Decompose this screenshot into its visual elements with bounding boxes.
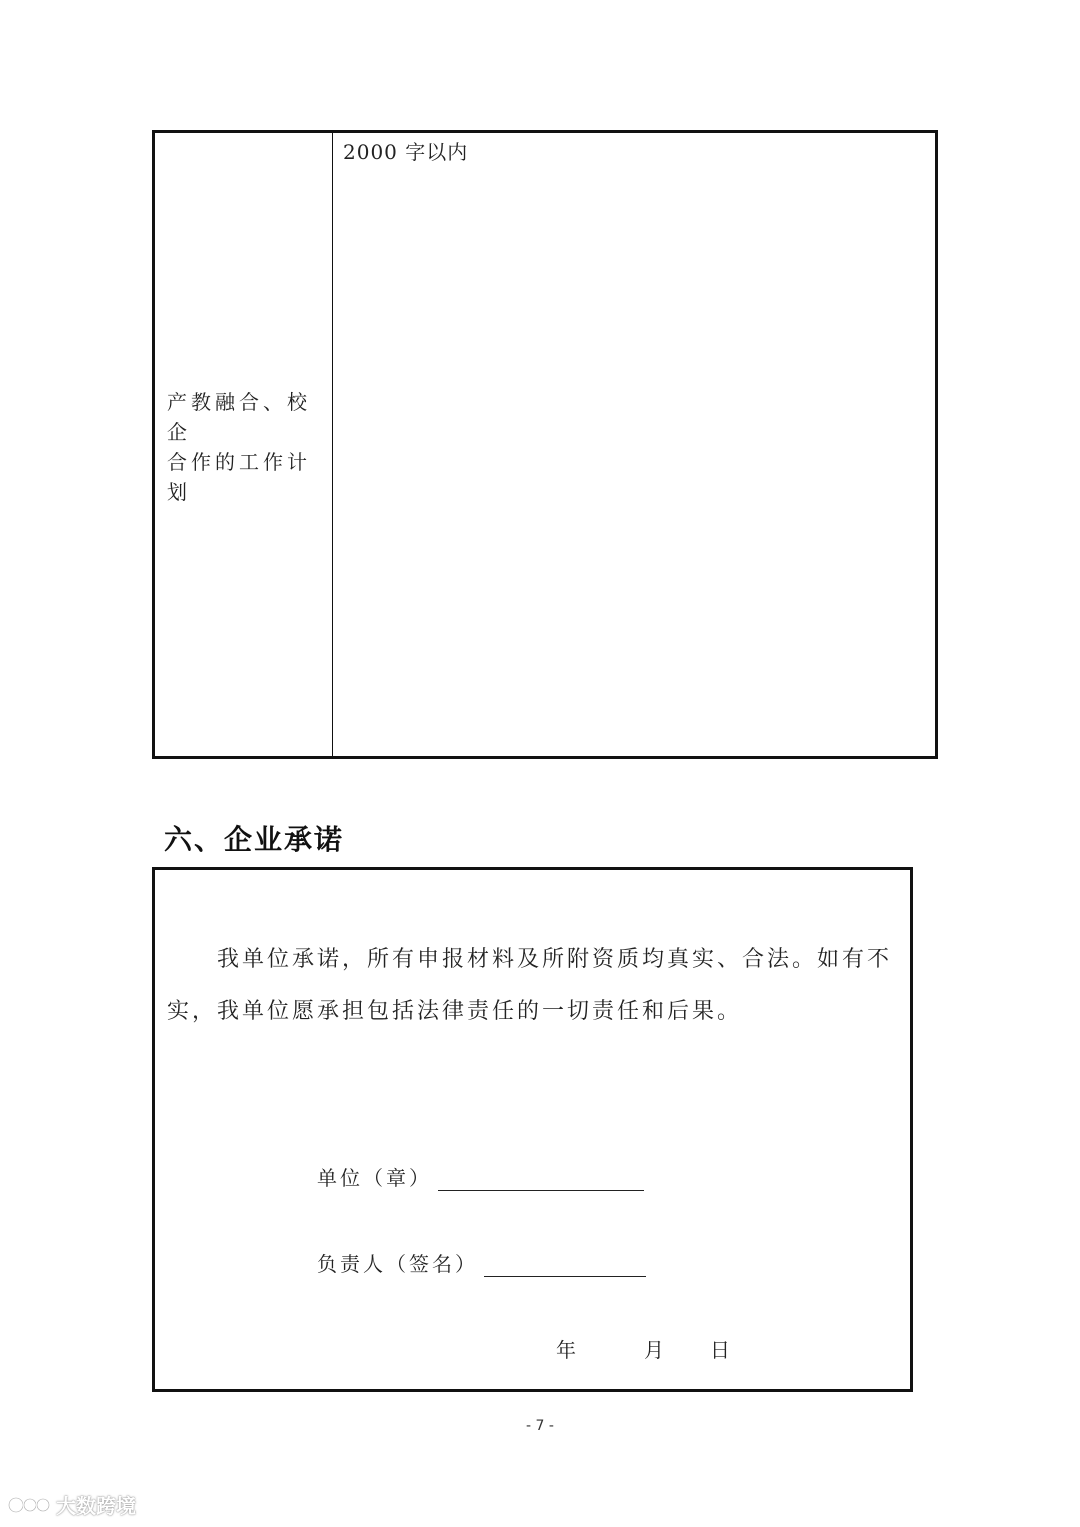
commitment-statement: 我单位承诺，所有申报材料及所附资质均真实、合法。如有不实，我单位愿承担包括法律责任的一切责任和后果。 xyxy=(167,947,893,1024)
unit-seal-field[interactable] xyxy=(438,1166,644,1191)
watermark-logo-icon xyxy=(8,1494,52,1516)
commitment-box xyxy=(152,867,913,1392)
date-month-label: 月 xyxy=(644,1338,664,1362)
watermark-text: 大数跨境 xyxy=(56,1494,136,1518)
work-plan-label-line-2: 合作的工作计划 xyxy=(167,449,311,504)
page-number: - 7 - xyxy=(526,1418,554,1434)
work-plan-label-cell xyxy=(155,133,333,756)
responsible-person-signature-field[interactable] xyxy=(484,1252,646,1277)
work-plan-table xyxy=(152,130,938,759)
work-plan-label xyxy=(167,387,322,507)
work-plan-label-line-1: 产教融合、校企 xyxy=(167,389,311,444)
word-limit-hint: 2000 字以内 xyxy=(343,140,469,164)
date-year-label: 年 xyxy=(556,1338,576,1362)
date-day-label: 日 xyxy=(710,1338,730,1362)
commitment-heading: 六、企业承诺 xyxy=(164,823,345,856)
responsible-person-row xyxy=(317,1248,646,1277)
unit-seal-label: 单位（章） xyxy=(317,1166,432,1190)
responsible-person-label: 负责人（签名） xyxy=(317,1252,478,1276)
watermark xyxy=(8,1490,136,1519)
work-plan-content-cell[interactable] xyxy=(333,133,935,756)
unit-seal-row xyxy=(317,1162,644,1191)
